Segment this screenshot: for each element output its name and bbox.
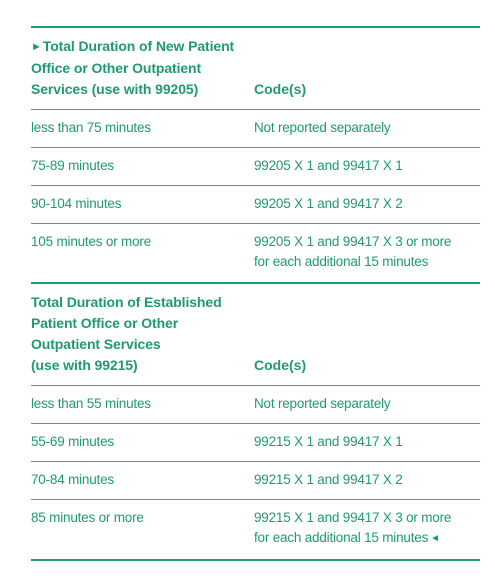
duration-cell: 75-89 minutes [31,158,114,173]
section2-title-line1: Total Duration of Established [31,294,222,310]
section1-header [31,28,480,109]
duration-cell: less than 55 minutes [31,396,151,411]
section1-title-line3: Services (use with 99205) [31,81,199,97]
table-row [31,110,480,147]
section1-title-line1: Total Duration of New Patient [42,38,235,54]
table-row [31,500,480,559]
section2-title-line2: Patient Office or Other [31,315,179,331]
code-cell [254,508,480,549]
duration-cell: 90-104 minutes [31,196,122,211]
section1-title [31,36,254,100]
duration-cell: 105 minutes or more [31,234,152,249]
left-arrow-icon: ◄ [430,533,440,544]
table-row [31,186,480,223]
code-cell: 99205 X 1 and 99417 X 1 [254,158,403,173]
code-line2: for each additional 15 minutes [254,254,429,269]
section2-header [31,284,480,385]
duration-code-table [31,26,480,561]
duration-cell: less than 75 minutes [31,120,151,135]
bottom-rule [31,559,480,561]
table-row [31,224,480,282]
table-row [31,148,480,185]
duration-cell: 85 minutes or more [31,510,144,525]
section1-title-line2: Office or Other Outpatient [31,60,202,76]
code-cell [254,232,480,272]
section2-title [31,292,254,376]
duration-cell: 55-69 minutes [31,434,114,449]
code-cell: Not reported separately [254,120,391,135]
code-cell: 99205 X 1 and 99417 X 2 [254,196,403,211]
section1-code-header: Code(s) [254,81,307,97]
code-line1: 99215 X 1 and 99417 X 3 or more [254,510,452,525]
table-row [31,424,480,461]
right-arrow-icon: ► [31,41,42,53]
code-line2: for each additional 15 minutes [254,530,429,545]
duration-cell: 70-84 minutes [31,472,114,487]
code-line1: 99205 X 1 and 99417 X 3 or more [254,234,452,249]
section2-title-line4: (use with 99215) [31,357,138,373]
code-cell: Not reported separately [254,396,391,411]
table-row [31,462,480,499]
table-row [31,386,480,423]
code-cell: 99215 X 1 and 99417 X 2 [254,472,403,487]
section2-code-header: Code(s) [254,357,307,373]
section2-title-line3: Outpatient Services [31,336,161,352]
code-cell: 99215 X 1 and 99417 X 1 [254,434,403,449]
